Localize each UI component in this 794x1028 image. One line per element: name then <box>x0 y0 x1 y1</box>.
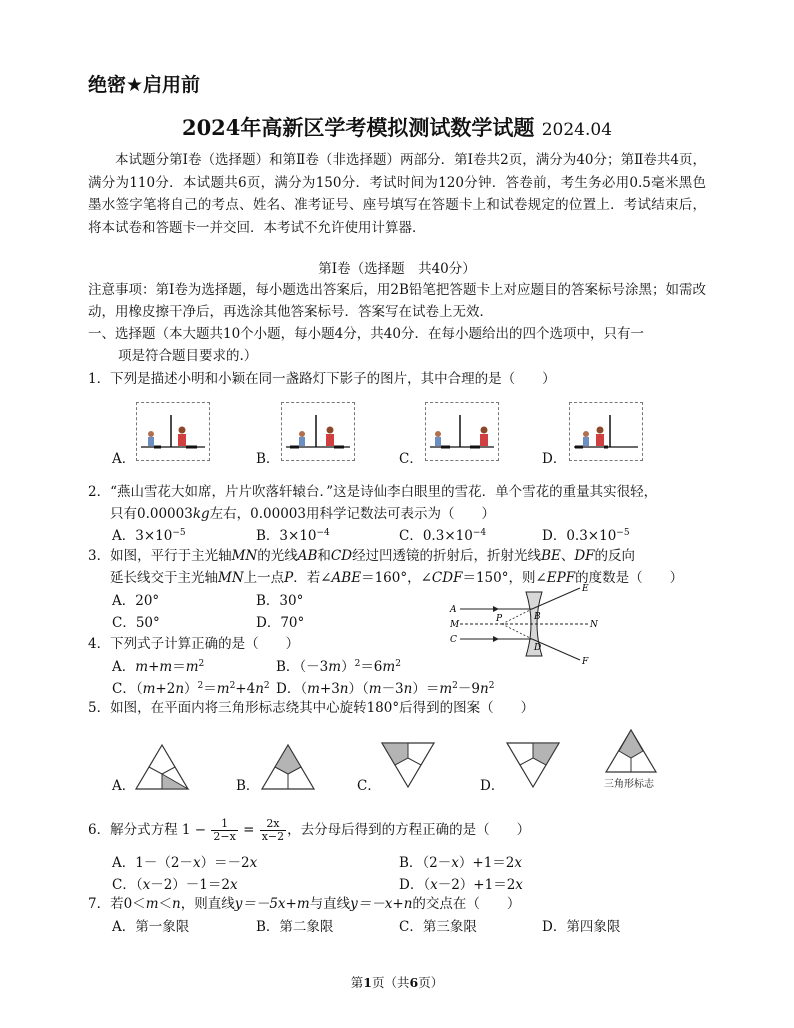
q1-figure-c <box>425 402 499 461</box>
q1-option-b-label: B． <box>256 451 280 467</box>
lens-label-b: B <box>534 612 541 622</box>
q5-option-a-label: A． <box>112 778 136 794</box>
q2-value: 只有0.00003 <box>110 506 193 522</box>
q5-option-d-label: D． <box>480 778 505 794</box>
page-footer: 第1页（共6页） <box>350 975 444 990</box>
q5-triangle-a <box>134 742 190 792</box>
q5-triangle-c <box>380 740 436 790</box>
q3-stem-line2: 延长线交于主光轴MN上一点P．若∠ABE＝160°，∠CDF＝150°，则∠EPF的度数是（ ） <box>110 570 684 586</box>
q3-stem-line1: 3．如图，平行于主光轴MN的光线AB和CD经过凹透镜的折射后，折射光线BE、DF的反向 <box>88 548 636 564</box>
q2-unit: kg <box>192 506 210 522</box>
q6-fraction-1: $\frac{1}{2-x}$ <box>213 817 236 843</box>
lamp-shadow-figure-b <box>282 403 354 460</box>
q5-reference-triangle <box>604 727 658 775</box>
q3-option-b: B．30° <box>256 593 304 609</box>
q2-stem-line2 <box>88 503 708 525</box>
lens-label-n: N <box>590 620 598 630</box>
q3-stem <box>88 545 708 589</box>
secret-label: 绝密★启用前 <box>88 74 201 96</box>
q2-stem-line1: 2．“燕山雪花大如席，片片吹落轩辕台．”这是诗仙李白眼里的雪花．单个雪花的重量其实很轻， <box>88 484 658 500</box>
q5-option-c-label: C． <box>357 778 381 794</box>
q6-stem <box>88 818 708 843</box>
q6-stem-end: ，去分母后得到的方程正确的是（ ） <box>287 822 531 838</box>
q6-option-d: D．（x－2）+1＝2x <box>399 877 523 893</box>
q2-stem-rest: 左右，0.00003用科学记数法可表示为（ ） <box>209 506 495 522</box>
q5-reference-caption: 三角形标志 <box>604 779 654 790</box>
q1-option-a-label: A． <box>112 451 136 467</box>
page-number: 1 <box>363 975 372 990</box>
q6-option-b: B．（2－x）+1＝2x <box>399 855 523 871</box>
q7-option-c: C．第三象限 <box>399 919 477 935</box>
lamp-shadow-figure-c <box>426 403 498 460</box>
q4-option-a: A．$m+m=m^2$ <box>112 659 205 675</box>
q1-option-c-label: C． <box>399 451 423 467</box>
intro-paragraph: 本试题分第Ⅰ卷（选择题）和第Ⅱ卷（非选择题）两部分．第Ⅰ卷共2页，满分为40分；第Ⅱ卷共4页，满分为110分．本试题共6页，满分为150分．考试时间为120分钟．答卷前，考生务必用0.5毫米黑色墨水签字笔将自己的考点、姓名、准考证号、座号填写在答题卡上和试卷规定的位置上．考试结束后，将本试卷和答题卡一并交回．本考试不允许使用计算器． <box>88 152 706 236</box>
q1-figure-b <box>281 402 355 461</box>
exam-title-text: 2024年高新区学考模拟测试数学试题 <box>181 115 535 140</box>
q2-option-a: A．$3\times 10^{-5}$ <box>112 528 186 544</box>
notice-paragraph: 注意事项：第Ⅰ卷为选择题，每小题选出答案后，用2B铅笔把答题卡上对应题目的答案标号涂黑；如需改动，用橡皮擦干净后，再选涂其他答案标号．答案写在试卷上无效． <box>88 282 706 320</box>
q6-equals: = <box>243 822 255 838</box>
exam-date: 2024.04 <box>541 120 613 140</box>
page-total: 6 <box>409 975 419 990</box>
q6-stem-start: 6．解分式方程 1 − <box>88 822 207 838</box>
part-title: 第Ⅰ卷（选择题 共40分） <box>318 261 476 277</box>
q4-stem: 4．下列式子计算正确的是（ ） <box>88 636 300 652</box>
lamp-shadow-figure-a <box>137 403 209 460</box>
q1-figure-d <box>569 402 643 461</box>
q2-stem <box>88 481 708 525</box>
q7-option-d: D．第四象限 <box>542 919 621 935</box>
lens-label-d: D <box>534 643 542 653</box>
q6-option-c: C．（x－2）－1＝2x <box>112 877 238 893</box>
q7-option-b: B．第二象限 <box>256 919 334 935</box>
q6-option-a: A．1－（2－x）＝－2x <box>112 855 258 871</box>
section-heading <box>88 323 706 367</box>
q3-option-d: D．70° <box>256 615 305 631</box>
lens-label-p: P <box>496 614 503 624</box>
q5-triangle-b <box>260 742 316 792</box>
q7-option-a: A．第一象限 <box>112 919 190 935</box>
lens-label-a: A <box>450 605 457 615</box>
q4-option-d: D．$(m+3n)(m-3n)=m^2-9n^2$ <box>276 681 495 697</box>
q2-option-d: D．$0.3\times 10^{-5}$ <box>542 528 630 544</box>
q2-option-c: C．$0.3\times 10^{-4}$ <box>399 528 487 544</box>
section-heading-line1: 一、选择题（本大题共10个小题，每小题4分，共40分．在每小题给出的四个选项中，只有一 <box>88 326 644 342</box>
lens-label-m: M <box>450 620 460 630</box>
section-heading-line2: 项是符合题目要求的.） <box>118 348 258 364</box>
q3-option-a: A．20° <box>112 593 160 609</box>
lens-label-e: E <box>582 584 589 594</box>
q1-figure-a <box>136 402 210 461</box>
exam-title <box>0 112 794 142</box>
q1-stem: 1．下列是描述小明和小颖在同一盏路灯下影子的图片，其中合理的是（ ） <box>88 371 556 387</box>
q4-option-c: C．$(m+2n)^2=m^2+4n^2$ <box>112 681 270 697</box>
q5-stem: 5．如图，在平面内将三角形标志绕其中心旋转180°后得到的图案（ ） <box>88 700 535 716</box>
q3-option-c: C．50° <box>112 615 160 631</box>
lens-label-f: F <box>582 657 589 666</box>
q5-triangle-d <box>505 740 561 790</box>
lamp-shadow-figure-d <box>570 403 642 460</box>
q6-fraction-2: $\frac{2x}{x-2}$ <box>261 817 285 843</box>
q4-option-b: B．$(-3m)^2=6m^2$ <box>276 659 401 675</box>
lens-label-c: C <box>450 635 457 645</box>
q2-option-b: B．$3\times 10^{-4}$ <box>256 528 330 544</box>
q1-option-d-label: D． <box>542 451 567 467</box>
q7-stem: 7．若0＜m＜n，则直线y＝－5x+m与直线y＝－x+n的交点在（ ） <box>88 896 521 912</box>
q5-option-b-label: B． <box>236 778 260 794</box>
